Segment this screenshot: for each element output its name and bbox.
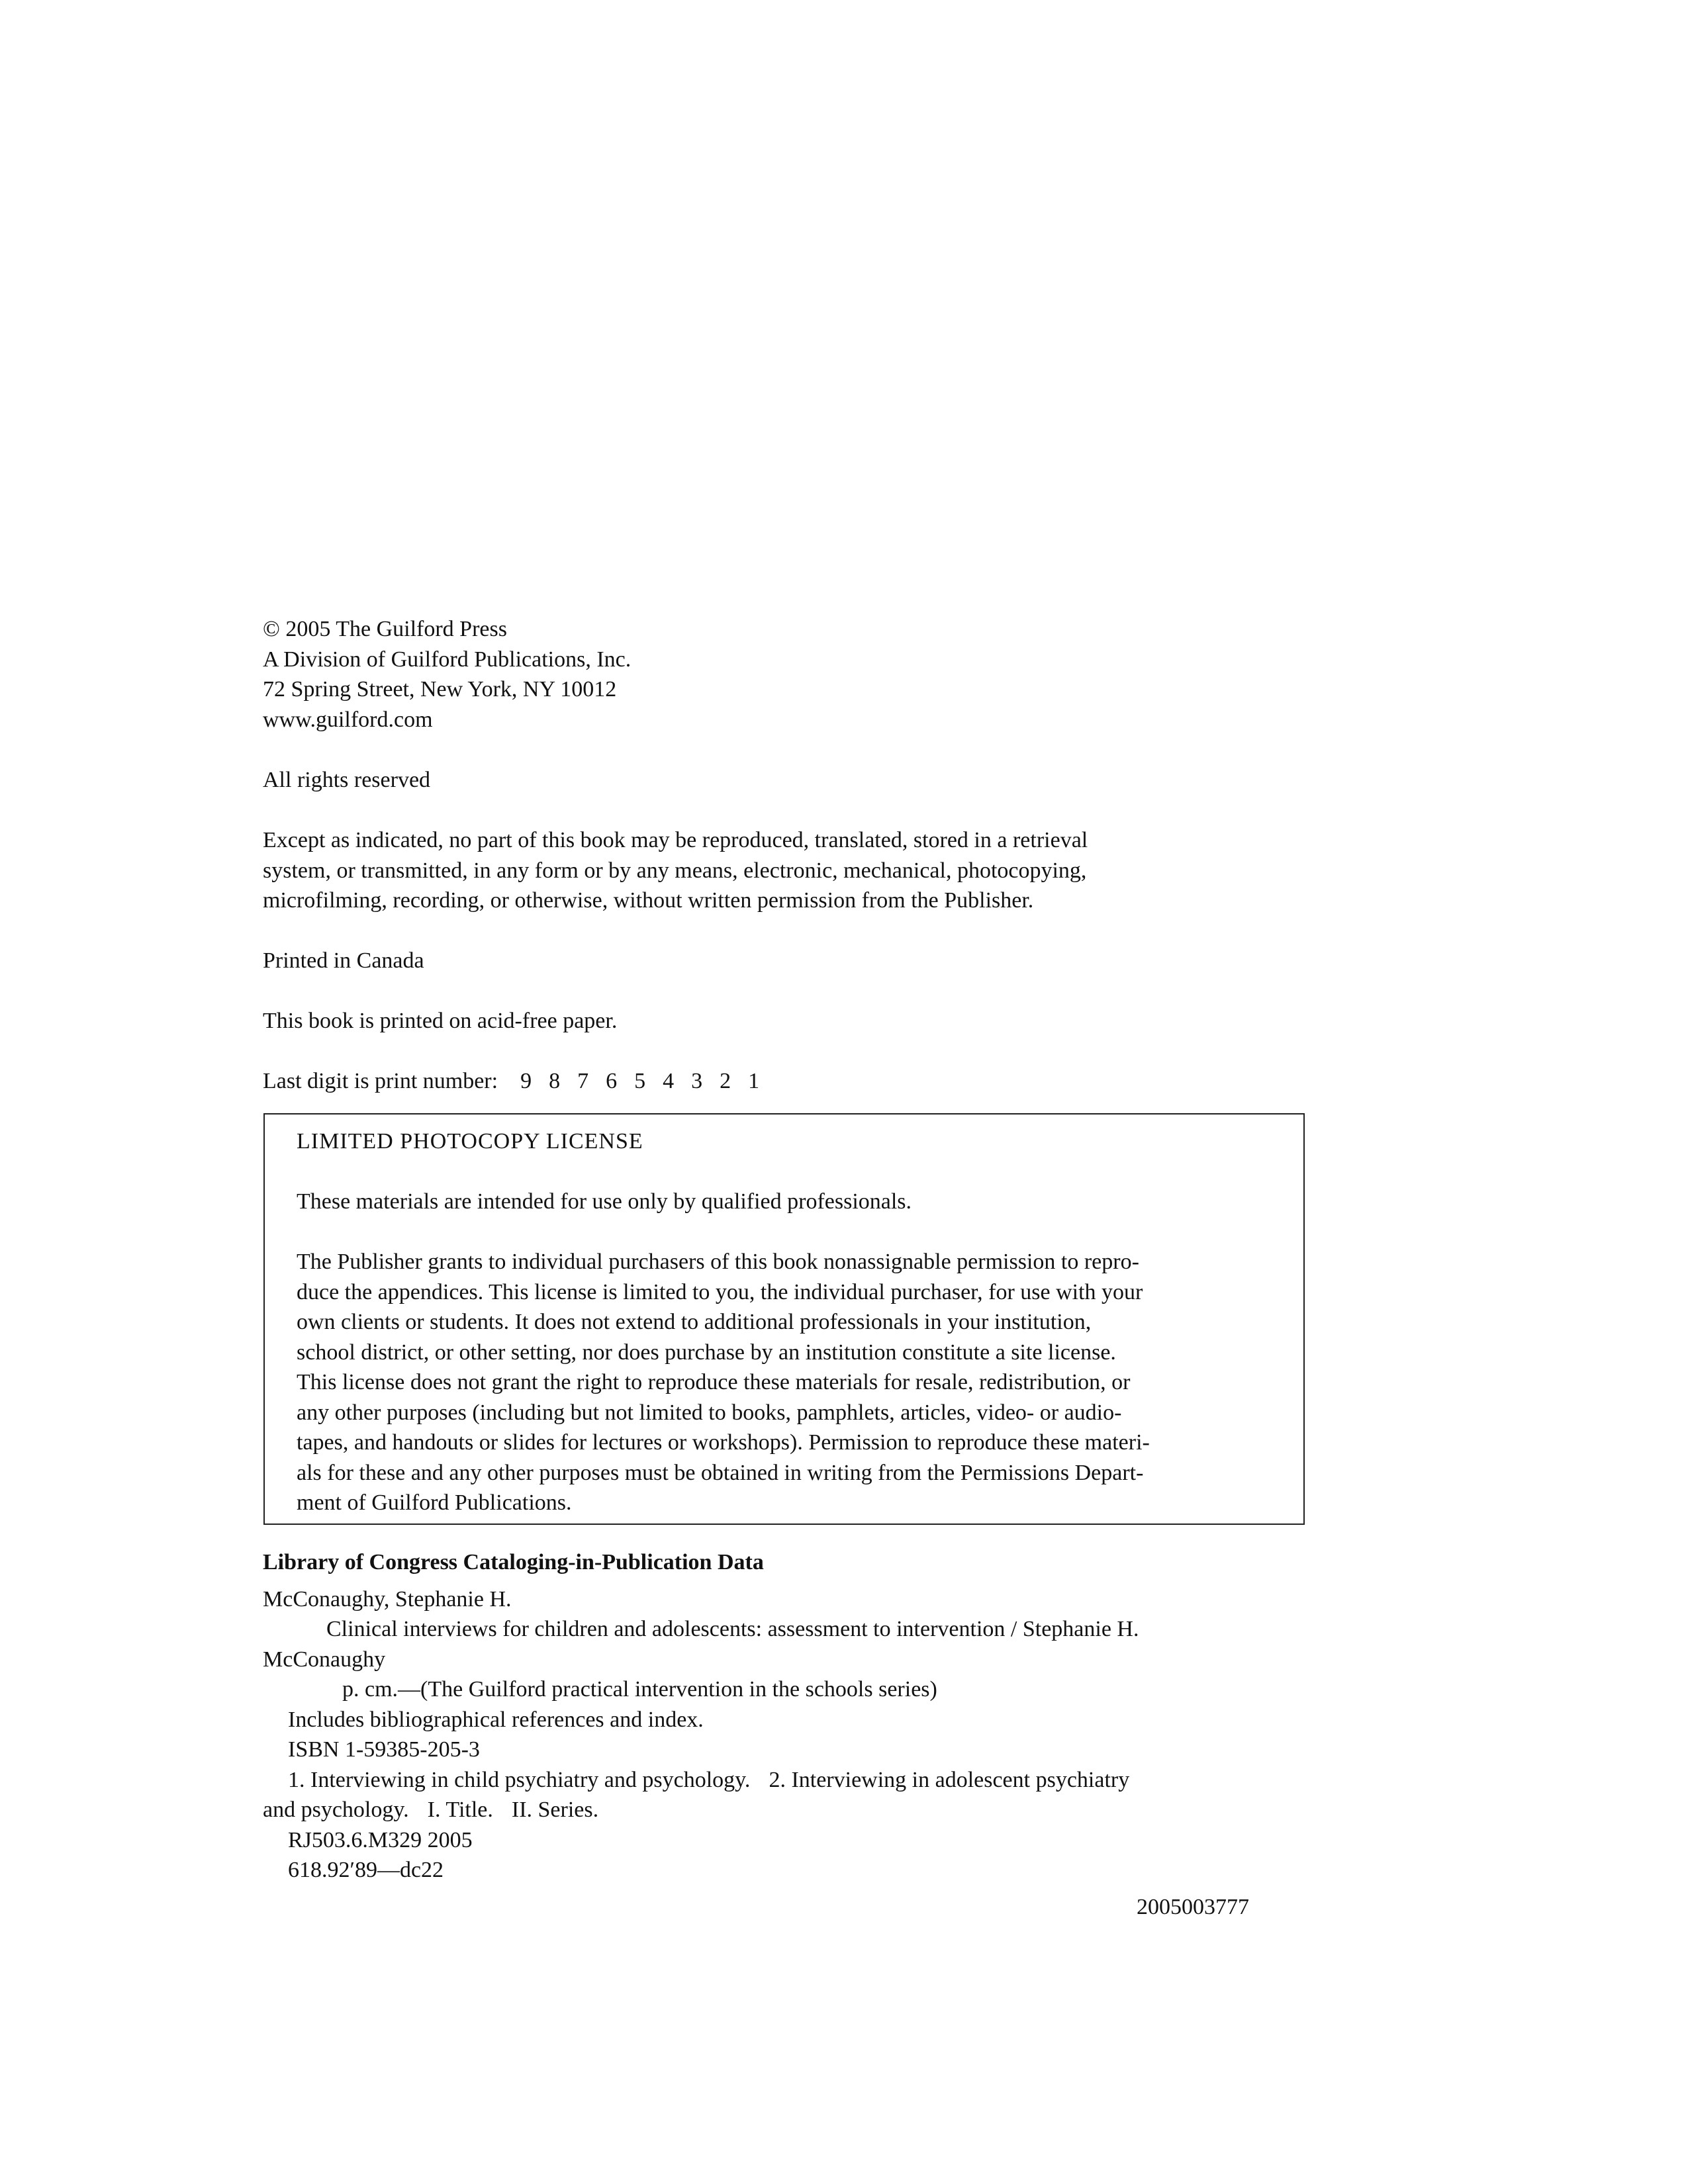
cip-heading: Library of Congress Cataloging-in-Publication Data [263,1550,764,1574]
print-number [263,1066,1322,1097]
division-line: A Division of Guilford Publications, Inc. [263,647,632,672]
license-body-line: This license does not grant the right to reproduce these materials for resale, redistribution, or [297,1370,1131,1394]
cip-title: Clinical interviews for children and adolescents: assessment to intervention / Stephanie H. [326,1617,1139,1641]
license-body-line: own clients or students. It does not extend to additional professionals in your institution, [297,1310,1092,1334]
print-digit: 1 [748,1069,760,1093]
cip-includes: Includes bibliographical references and index. [288,1707,704,1732]
cip-control-number: 2005003777 [1137,1894,1249,1919]
license-body [297,1247,1276,1518]
print-digit: 8 [549,1069,561,1093]
cip-lc-class: RJ503.6.M329 2005 [288,1827,473,1852]
print-number-digits [498,1069,759,1093]
license-intended: These materials are intended for use only by qualified professionals. [297,1189,912,1214]
cip-title-continued: McConaughy [263,1647,386,1672]
license-body-line: ment of Guilford Publications. [297,1490,572,1515]
cataloging-in-publication [263,1547,1335,1922]
cip-dewey: 618.92′89—dc22 [288,1858,444,1882]
printed-in-text: Printed in Canada [263,948,424,973]
cip-subjects [263,1765,1335,1796]
license-title: LIMITED PHOTOCOPY LICENSE [297,1129,643,1154]
address-line: 72 Spring Street, New York, NY 10012 [263,677,617,702]
license-body-line: The Publisher grants to individual purchasers of this book nonassignable permission to repro- [297,1250,1139,1274]
rights-text: All rights reserved [263,768,431,792]
reproduction-notice [263,825,1322,916]
reproduction-notice-line: microfilming, recording, or otherwise, without written permission from the Publisher. [263,888,1034,913]
print-number-label: Last digit is print number: [263,1069,498,1093]
rights-reserved [263,765,1322,796]
cip-isbn: ISBN 1-59385-205-3 [288,1737,480,1762]
print-digit: 2 [720,1069,731,1093]
acid-free-text: This book is printed on acid-free paper. [263,1009,618,1033]
license-body-line: school district, or other setting, nor does purchase by an institution constitute a site license. [297,1340,1116,1365]
publisher-info [263,614,1322,735]
print-digit: 7 [577,1069,589,1093]
cip-pagination: p. cm.—(The Guilford practical intervention in the schools series) [342,1677,937,1702]
license-body-line: tapes, and handouts or slides for lectures or workshops). Permission to reproduce these materi- [297,1430,1150,1455]
print-digit: 6 [606,1069,618,1093]
reproduction-notice-line: Except as indicated, no part of this book may be reproduced, translated, stored in a retrieval [263,828,1088,852]
print-digit: 9 [520,1069,532,1093]
cip-series-entry: II. Series. [511,1797,599,1822]
license-body-line: any other purposes (including but not limited to books, pamphlets, articles, video- or audio- [297,1400,1122,1425]
print-digit: 4 [663,1069,675,1093]
license-body-line: als for these and any other purposes must be obtained in writing from the Permissions Depart- [297,1460,1144,1485]
cip-subjects-continued [263,1795,1335,1825]
printed-in [263,946,1322,976]
reproduction-notice-line: system, or transmitted, in any form or by any means, electronic, mechanical, photocopying, [263,858,1087,883]
print-digit: 3 [691,1069,703,1093]
cip-subject-1: 1. Interviewing in child psychiatry and psychology. [288,1767,751,1792]
license-body-line: duce the appendices. This license is limited to you, the individual purchaser, for use with your [297,1279,1143,1304]
print-digit: 5 [634,1069,646,1093]
cip-title-entry: I. Title. [427,1797,493,1822]
copyright-line: © 2005 The Guilford Press [263,617,507,641]
cip-subject-2: 2. Interviewing in adolescent psychiatry [769,1767,1130,1792]
acid-free-notice [263,1006,1322,1036]
website-link[interactable]: www.guilford.com [263,707,433,732]
cip-subject-2-continued: and psychology. [263,1797,409,1822]
cip-author: McConaughy, Stephanie H. [263,1586,512,1612]
photocopy-license-box [263,1113,1305,1525]
